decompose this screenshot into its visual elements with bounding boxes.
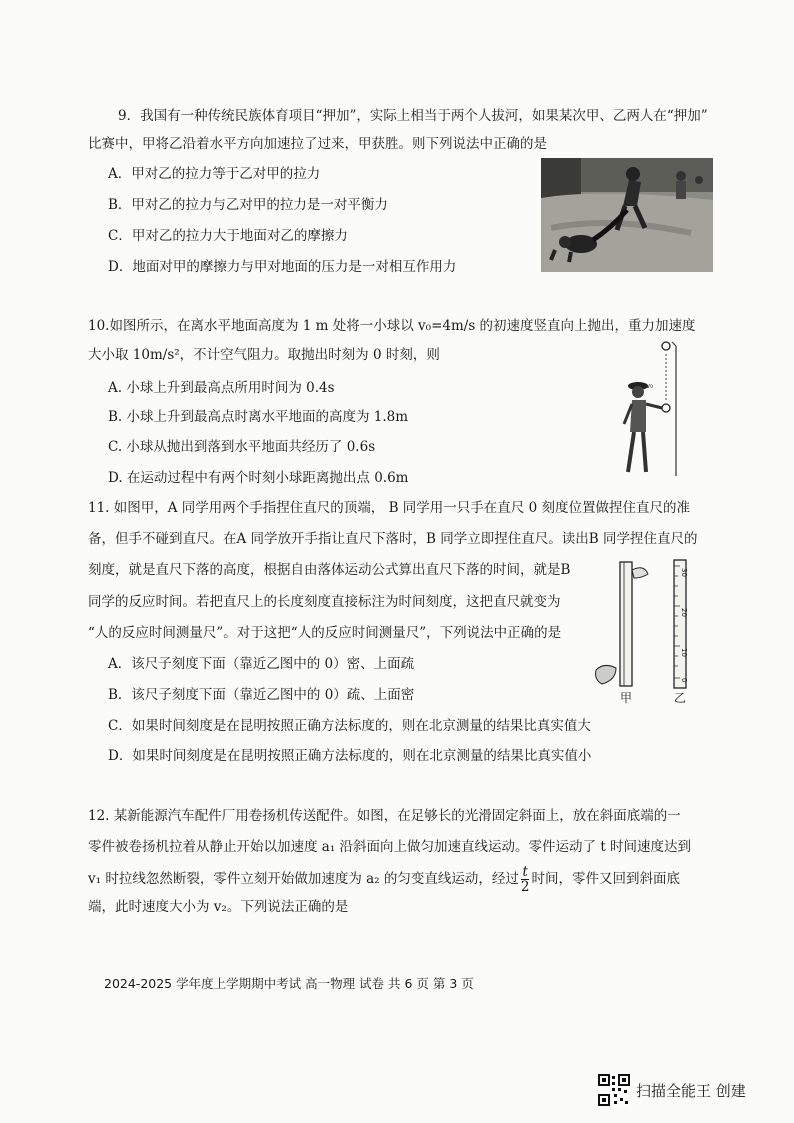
q12-stem-line3 [88, 862, 680, 896]
ruler-tick-label-30: 30 [680, 568, 688, 577]
ruler-tick-label-20: 20 [680, 608, 688, 617]
ball-throw-figure [616, 334, 692, 482]
tug-of-war-photo [541, 158, 713, 272]
q11-stem-line5: “人的反应时间测量尺”。对于这把“人的反应时间测量尺”，下列说法中正确的是 [88, 625, 562, 641]
figure-label-jia: 甲 [620, 691, 633, 705]
q12-stem-line4: 端，此时速度大小为 v₂。下列说法正确的是 [88, 899, 349, 915]
fraction-denominator: 2 [520, 879, 530, 895]
q11-stem-line1: 11. 如图甲，A 同学用两个手指捏住直尺的顶端， B 同学用一只手在直尺 0 刻度位置做捏住直尺的准 [88, 500, 690, 516]
q10-option-b: B. 小球上升到最高点时离水平地面的高度为 1.8m [108, 409, 409, 425]
q10-option-d: D. 在运动过程中有两个时刻小球距离抛出点 0.6m [108, 470, 409, 486]
svg-text:v₀: v₀ [646, 382, 653, 390]
q12-stem-line2: 零件被卷扬机拉着从静止开始以加速度 a₁ 沿斜面向上做匀加速直线运动。零件运动了 t 时间速度达到 [88, 839, 692, 855]
fraction-numerator: t [522, 864, 528, 880]
q11-stem-line4: 同学的反应时间。若把直尺上的长度刻度直接标注为时间刻度，这把直尺就变为 [88, 594, 561, 610]
qr-code-icon [598, 1074, 630, 1106]
q11-option-b: B．该尺子刻度下面（靠近乙图中的 0）疏、上面密 [108, 687, 415, 703]
page-footer: 2024-2025 学年度上学期期中考试 高一物理 试卷 共 6 页 第 3 页 [104, 976, 474, 991]
q12-line3-pre: v₁ 时拉线忽然断裂，零件立刻开始做加速度为 a₂ 的匀变直线运动，经过 [88, 871, 519, 887]
ruler-tick-label-0: 0 [680, 678, 688, 683]
fraction-t-over-2 [521, 865, 530, 894]
ruler-tick-label-10: 10 [680, 648, 688, 657]
scanner-watermark: 扫描全能王 创建 [636, 1082, 746, 1100]
q9-option-c: C．甲对乙的拉力大于地面对乙的摩擦力 [108, 228, 348, 244]
q9-option-a: A．甲对乙的拉力等于乙对甲的拉力 [108, 166, 321, 182]
q11-option-d: D．如果时间刻度是在昆明按照正确方法标度的，则在北京测量的结果比真实值小 [108, 748, 592, 764]
q10-stem-line1: 10.如图所示，在离水平地面高度为 1 m 处将一小球以 v₀=4m/s 的初速度竖直向上抛出，重力加速度 [88, 318, 696, 334]
q12-line3-post: 时间，零件又回到斜面底 [531, 871, 680, 887]
q11-option-c: C．如果时间刻度是在昆明按照正确方法标度的，则在北京测量的结果比真实值大 [108, 718, 591, 734]
q10-option-c: C. 小球从抛出到落到水平地面共经历了 0.6s [108, 439, 376, 455]
q9-stem-line1: 9．我国有一种传统民族体育项目“押加”，实际上相当于两个人拔河，如果某次甲、乙两人在“押加” [118, 108, 708, 124]
q9-stem-line2: 比赛中，甲将乙沿着水平方向加速拉了过来，甲获胜。则下列说法中正确的是 [88, 136, 547, 152]
q12-stem-line1: 12. 某新能源汽车配件厂用卷扬机传送配件。如图，在足够长的光滑固定斜面上，放在斜面底端的一 [88, 808, 681, 824]
ruler-figure [590, 556, 700, 706]
q9-option-d: D．地面对甲的摩擦力与甲对地面的压力是一对相互作用力 [108, 259, 457, 275]
q11-option-a: A．该尺子刻度下面（靠近乙图中的 0）密、上面疏 [108, 656, 415, 672]
q11-stem-line2: 备，但手不碰到直尺。在A 同学放开手指让直尺下落时，B 同学立即捏住直尺。读出B 同学捏住直尺的 [88, 531, 698, 547]
q9-option-b: B．甲对乙的拉力与乙对甲的拉力是一对平衡力 [108, 197, 388, 213]
q10-option-a: A. 小球上升到最高点所用时间为 0.4s [108, 380, 335, 396]
figure-label-yi: 乙 [674, 691, 687, 705]
q10-stem-line2: 大小取 10m/s²，不计空气阻力。取抛出时刻为 0 时刻，则 [88, 347, 440, 363]
q11-stem-line3: 刻度，就是直尺下落的高度，根据自由落体运动公式算出直尺下落的时间，就是B [88, 562, 571, 578]
